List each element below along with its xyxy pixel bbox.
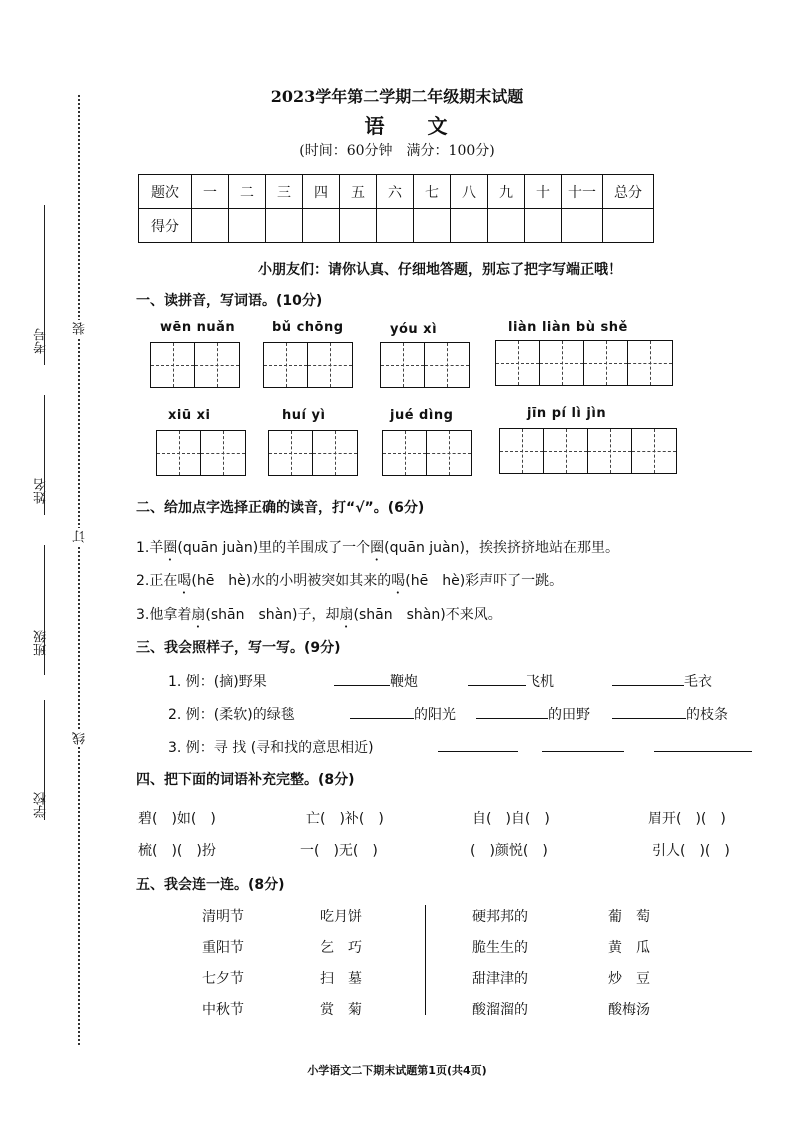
tianzige-cell[interactable] — [195, 343, 239, 387]
score-header-cell: 十 — [525, 175, 562, 209]
binding-xian: 线 — [73, 732, 88, 745]
q2-item-1-text-a: 1.羊 — [136, 540, 164, 556]
tianzige-cell[interactable] — [264, 343, 308, 387]
score-header-cell: 十一 — [562, 175, 603, 209]
q2-heading: 二、给加点字选择正确的读音，打“√”。(6分) — [136, 500, 425, 516]
q2-item-1 — [136, 537, 619, 564]
q1-writing-grid-2[interactable] — [263, 342, 353, 388]
banji-label: 班级 — [34, 630, 49, 656]
q5-food[interactable]: 葡 萄 — [608, 909, 650, 925]
q3-heading: 三、我会照样子，写一写。(9分) — [136, 640, 341, 656]
score-input-cell[interactable] — [525, 209, 562, 243]
q3-answer-3 — [438, 737, 752, 756]
score-input-cell[interactable] — [229, 209, 266, 243]
score-input-cell[interactable] — [603, 209, 654, 243]
tianzige-cell[interactable] — [496, 341, 540, 385]
q2-dotted-char: 扇 — [339, 607, 354, 623]
tianzige-cell[interactable] — [632, 429, 676, 473]
q2-item-3-text-b[interactable]: (shān shàn)子，却 — [205, 607, 340, 623]
answer-blank[interactable] — [350, 704, 414, 719]
answer-blank[interactable] — [334, 671, 390, 686]
answer-blank[interactable] — [612, 671, 684, 686]
q5-food[interactable]: 黄 瓜 — [608, 940, 650, 956]
answer-blank[interactable] — [612, 704, 686, 719]
q4-idiom[interactable]: 眉开( )( ) — [648, 811, 726, 827]
binding-zhuang: 装 — [73, 322, 88, 335]
score-header-cell: 八 — [451, 175, 488, 209]
tianzige-cell[interactable] — [500, 429, 544, 473]
q1-writing-grid-6[interactable] — [268, 430, 358, 476]
score-header-cell: 六 — [377, 175, 414, 209]
q3-answer-2b — [476, 704, 590, 724]
q1-pinyin-1: wēn nuǎn — [160, 320, 236, 335]
exam-subject: 语 文 — [364, 114, 466, 138]
score-table-header-row — [139, 175, 654, 209]
q2-item-2-text-a: 2.正在 — [136, 573, 178, 589]
q1-writing-grid-5[interactable] — [156, 430, 246, 476]
q5-heading: 五、我会连一连。(8分) — [136, 877, 285, 893]
score-header-cell: 题次 — [139, 175, 192, 209]
q3-word: 的田野 — [548, 707, 590, 723]
q5-festival[interactable]: 重阳节 — [202, 940, 244, 956]
answer-blank[interactable] — [468, 671, 526, 686]
score-input-cell[interactable] — [303, 209, 340, 243]
answer-blank[interactable] — [542, 737, 624, 752]
score-header-cell: 四 — [303, 175, 340, 209]
q1-pinyin-8: jīn pí lì jìn — [527, 406, 607, 421]
page-footer: 小学语文二下期末试题第1页(共4页) — [307, 1064, 487, 1077]
tianzige-cell[interactable] — [157, 431, 201, 475]
q1-pinyin-2: bǔ chōng — [272, 320, 344, 335]
q2-item-3-text-c[interactable]: (shān shàn)不来风。 — [353, 607, 502, 623]
score-input-cell[interactable] — [451, 209, 488, 243]
q3-word: 鞭炮 — [390, 674, 418, 690]
q5-custom[interactable]: 扫 墓 — [320, 971, 362, 987]
binding-dotted-line — [78, 95, 80, 1045]
q1-pinyin-7: jué dìng — [390, 408, 454, 423]
xuexiao-label: 学校 — [34, 792, 49, 818]
score-header-cell: 九 — [488, 175, 525, 209]
q3-word: 毛衣 — [684, 674, 712, 690]
kaohao-label: 考号 — [34, 328, 49, 354]
answer-blank[interactable] — [476, 704, 548, 719]
q2-item-1-text-b[interactable]: (quān juàn)里的羊围成了一个 — [177, 540, 371, 556]
q2-item-3-text-a: 3.他拿着 — [136, 607, 192, 623]
q2-dotted-char: 喝 — [391, 573, 406, 589]
q1-writing-grid-8[interactable] — [499, 428, 677, 474]
score-row-label: 得分 — [139, 209, 192, 243]
q1-pinyin-5: xiū xi — [168, 408, 211, 423]
score-table-score-row — [139, 209, 654, 243]
q1-writing-grid-7[interactable] — [382, 430, 472, 476]
q5-description[interactable]: 甜津津的 — [472, 971, 528, 987]
exam-title: 2023学年第二学期二年级期末试题 — [270, 87, 524, 106]
q3-answer-1a — [334, 671, 418, 691]
score-header-cell: 一 — [192, 175, 229, 209]
q5-festival[interactable]: 七夕节 — [202, 971, 244, 987]
q2-dotted-char: 圈 — [163, 540, 178, 556]
q3-answer-1c — [612, 671, 712, 691]
q3-answer-2a — [350, 704, 456, 724]
q2-dotted-char: 喝 — [177, 573, 192, 589]
q1-pinyin-6: huí yì — [282, 408, 326, 423]
score-input-cell[interactable] — [488, 209, 525, 243]
q5-festival[interactable]: 中秋节 — [202, 1002, 244, 1018]
tianzige-cell[interactable] — [544, 429, 588, 473]
q2-item-3 — [136, 604, 502, 631]
score-header-cell: 三 — [266, 175, 303, 209]
score-input-cell[interactable] — [340, 209, 377, 243]
tianzige-cell[interactable] — [628, 341, 672, 385]
q4-idiom[interactable]: 碧( )如( ) — [138, 811, 216, 827]
q4-idiom[interactable]: ( )颜悦( ) — [470, 843, 548, 859]
q3-answer-2c — [612, 704, 728, 724]
score-input-cell[interactable] — [192, 209, 229, 243]
tianzige-cell[interactable] — [269, 431, 313, 475]
q2-item-2 — [136, 570, 563, 597]
tianzige-cell[interactable] — [427, 431, 471, 475]
q5-custom[interactable]: 吃月饼 — [320, 909, 362, 925]
tianzige-cell[interactable] — [313, 431, 357, 475]
answer-blank[interactable] — [438, 737, 518, 752]
q5-festival[interactable]: 清明节 — [202, 909, 244, 925]
q4-heading: 四、把下面的词语补充完整。(8分) — [136, 772, 355, 788]
q3-example-3: 3. 例：寻 找 (寻和找的意思相近) — [168, 740, 374, 756]
q4-idiom[interactable]: 亡( )补( ) — [306, 811, 384, 827]
q1-writing-grid-3[interactable] — [380, 342, 470, 388]
q2-item-2-text-b[interactable]: (hē hè)水的小明被突如其来的 — [191, 573, 392, 589]
q2-dotted-char: 圈 — [370, 540, 385, 556]
q5-food[interactable]: 炒 豆 — [608, 971, 650, 987]
q4-idiom[interactable]: 梳( )( )扮 — [138, 843, 216, 859]
score-header-cell: 五 — [340, 175, 377, 209]
tianzige-cell[interactable] — [540, 341, 584, 385]
q4-idiom[interactable]: 一( )无( ) — [300, 843, 378, 859]
tianzige-cell[interactable] — [381, 343, 425, 387]
score-input-cell[interactable] — [414, 209, 451, 243]
q5-food[interactable]: 酸梅汤 — [608, 1002, 650, 1018]
xingming-label: 姓名 — [34, 478, 49, 504]
score-input-cell[interactable] — [266, 209, 303, 243]
q1-writing-grid-1[interactable] — [150, 342, 240, 388]
tianzige-cell[interactable] — [151, 343, 195, 387]
q5-custom[interactable]: 乞 巧 — [320, 940, 362, 956]
score-input-cell[interactable] — [377, 209, 414, 243]
tianzige-cell[interactable] — [383, 431, 427, 475]
q3-example-1: 1. 例：(摘)野果 — [168, 674, 267, 690]
tianzige-cell[interactable] — [584, 341, 628, 385]
tianzige-cell[interactable] — [425, 343, 469, 387]
q4-idiom[interactable]: 引人( )( ) — [652, 843, 730, 859]
score-input-cell[interactable] — [562, 209, 603, 243]
q4-idiom[interactable]: 自( )自( ) — [472, 811, 550, 827]
tianzige-cell[interactable] — [201, 431, 245, 475]
score-header-cell: 二 — [229, 175, 266, 209]
binding-ding: 订 — [73, 530, 88, 543]
q3-word: 的枝条 — [686, 707, 728, 723]
q5-custom[interactable]: 赏 菊 — [320, 1002, 362, 1018]
exam-info: (时间：60分钟 满分：100分) — [299, 143, 495, 159]
tianzige-cell[interactable] — [588, 429, 632, 473]
tianzige-cell[interactable] — [308, 343, 352, 387]
q2-dotted-char: 扇 — [191, 607, 206, 623]
q2-item-1-text-c[interactable]: (quān juàn)，挨挨挤挤地站在那里。 — [384, 540, 619, 556]
q1-heading: 一、读拼音，写词语。(10分) — [136, 293, 323, 309]
answer-blank[interactable] — [654, 737, 752, 752]
q1-pinyin-4: liàn liàn bù shě — [508, 320, 628, 335]
q3-answer-1b — [468, 671, 554, 691]
score-table — [138, 174, 654, 243]
score-header-cell: 总分 — [603, 175, 654, 209]
q5-divider — [425, 905, 426, 1015]
q5-description[interactable]: 酸溜溜的 — [472, 1002, 528, 1018]
q3-word: 飞机 — [526, 674, 554, 690]
q5-description[interactable]: 脆生生的 — [472, 940, 528, 956]
q3-example-2: 2. 例：(柔软)的绿毯 — [168, 707, 295, 723]
q3-word: 的阳光 — [414, 707, 456, 723]
q5-description[interactable]: 硬邦邦的 — [472, 909, 528, 925]
instruction-tip: 小朋友们：请你认真、仔细地答题，别忘了把字写端正哦！ — [258, 262, 622, 278]
q1-pinyin-3: yóu xì — [390, 322, 438, 337]
q1-writing-grid-4[interactable] — [495, 340, 673, 386]
q2-item-2-text-c[interactable]: (hē hè)彩声吓了一跳。 — [405, 573, 564, 589]
score-header-cell: 七 — [414, 175, 451, 209]
